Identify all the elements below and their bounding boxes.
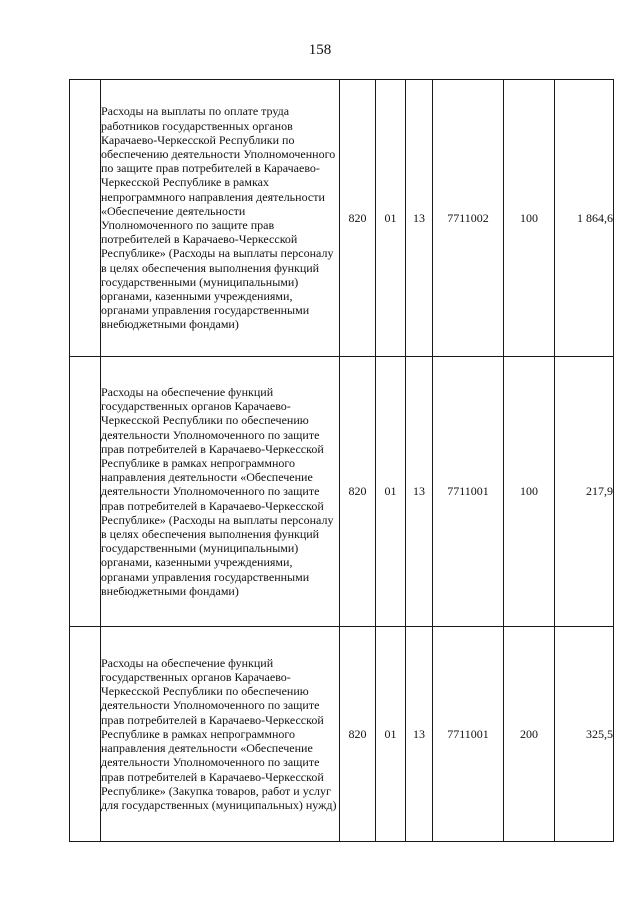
ministry-code-cell: 820	[340, 627, 376, 842]
target-article-cell: 7711001	[433, 627, 504, 842]
section-code-cell: 01	[376, 80, 406, 357]
subsection-code-cell: 13	[406, 357, 433, 627]
expense-type-cell: 100	[504, 357, 555, 627]
target-article-cell: 7711001	[433, 357, 504, 627]
row-number-cell	[70, 627, 101, 842]
ministry-code-cell: 820	[340, 80, 376, 357]
row-number-cell	[70, 80, 101, 357]
row-number-cell	[70, 357, 101, 627]
target-article-cell: 7711002	[433, 80, 504, 357]
amount-cell: 325,5	[555, 627, 614, 842]
amount-cell: 217,9	[555, 357, 614, 627]
amount-cell: 1 864,6	[555, 80, 614, 357]
ministry-code-cell: 820	[340, 357, 376, 627]
description-cell: Расходы на выплаты по оплате труда работников государственных органов Карачаево-Черкесской Республики по обеспечению деятельности Уполномоченного по защите прав потребителей в Карачаево-Черкесской Республике в рамках непрограммного направления деятельности «Обеспечение деятельности Уполномоченного по защите прав потребителей в Карачаево-Черкесской Республике» (Расходы на выплаты персоналу в целях обеспечения выполнения функций государственными (муниципальными) органами, казенными учреждениями, органами управления государственными внебюджетными фондами)	[101, 80, 340, 357]
expense-type-cell: 100	[504, 80, 555, 357]
section-code-cell: 01	[376, 357, 406, 627]
subsection-code-cell: 13	[406, 627, 433, 842]
page-number: 158	[308, 42, 332, 58]
expense-type-cell: 200	[504, 627, 555, 842]
table-row	[70, 627, 614, 842]
budget-table	[69, 79, 614, 842]
section-code-cell: 01	[376, 627, 406, 842]
description-cell: Расходы на обеспечение функций государственных органов Карачаево-Черкесской Республики по обеспечению деятельности Уполномоченного по защите прав потребителей в Карачаево-Черкесской Республике в рамках непрограммного направления деятельности «Обеспечение деятельности Уполномоченного по защите прав потребителей в Карачаево-Черкесской Республике» (Закупка товаров, работ и услуг для государственных (муниципальных) нужд)	[101, 627, 340, 842]
subsection-code-cell: 13	[406, 80, 433, 357]
table-row	[70, 357, 614, 627]
description-cell: Расходы на обеспечение функций государственных органов Карачаево-Черкесской Республики по обеспечению деятельности Уполномоченного по защите прав потребителей в Карачаево-Черкесской Республике в рамках непрограммного направления деятельности «Обеспечение деятельности Уполномоченного по защите прав потребителей в Карачаево-Черкесской Республике» (Расходы на выплаты персоналу в целях обеспечения выполнения функций государственными (муниципальными) органами, казенными учреждениями, органами управления государственными внебюджетными фондами)	[101, 357, 340, 627]
table-row	[70, 80, 614, 357]
